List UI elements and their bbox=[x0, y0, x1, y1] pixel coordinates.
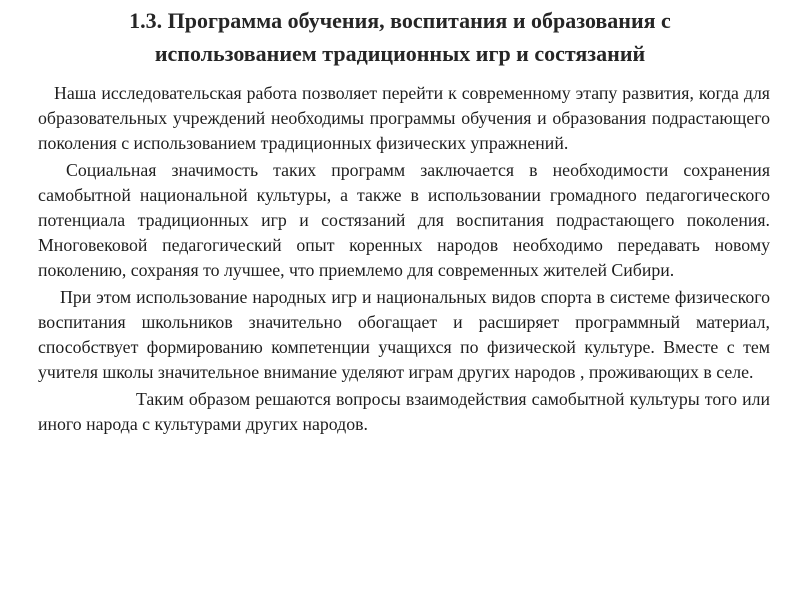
paragraph-social-significance: Социальная значимость таких программ заключается в необходимости сохранения самобытной национальной культуры, а также в использовании громадного педагогического потенциала традиционных игр и состязаний для воспитания подрастающего поколения. Многовековой педагогический опыт коренных народов необходимо передавать новому поколению, сохраняя то лучшее, что приемлемо для современных жителей Сибири. bbox=[38, 160, 770, 280]
paragraph-research: Наша исследовательская работа позволяет перейти к современному этапу развития, когда для образовательных учреждений необходимы программы обучения и образования подрастающего поколения с использованием традиционных физических упражнений. bbox=[38, 83, 770, 153]
slide-title bbox=[30, 4, 770, 70]
paragraph-conclusion: Таким образом решаются вопросы взаимодействия самобытной культуры того или иного народа с культурами других народов. bbox=[38, 389, 770, 434]
title-line-2: использованием традиционных игр и состязаний bbox=[154, 41, 646, 66]
title-line-1: 1.3. Программа обучения, воспитания и образования с bbox=[129, 8, 671, 33]
slide-body bbox=[38, 81, 770, 437]
paragraph-folk-games: При этом использование народных игр и национальных видов спорта в системе физического воспитания школьников значительно обогащает и расширяет программный материал, способствует формированию компетенции учащихся по физической культуре. Вместе с тем учителя школы значительное внимание уделяют играм других народов , проживающих в селе. bbox=[38, 287, 770, 382]
